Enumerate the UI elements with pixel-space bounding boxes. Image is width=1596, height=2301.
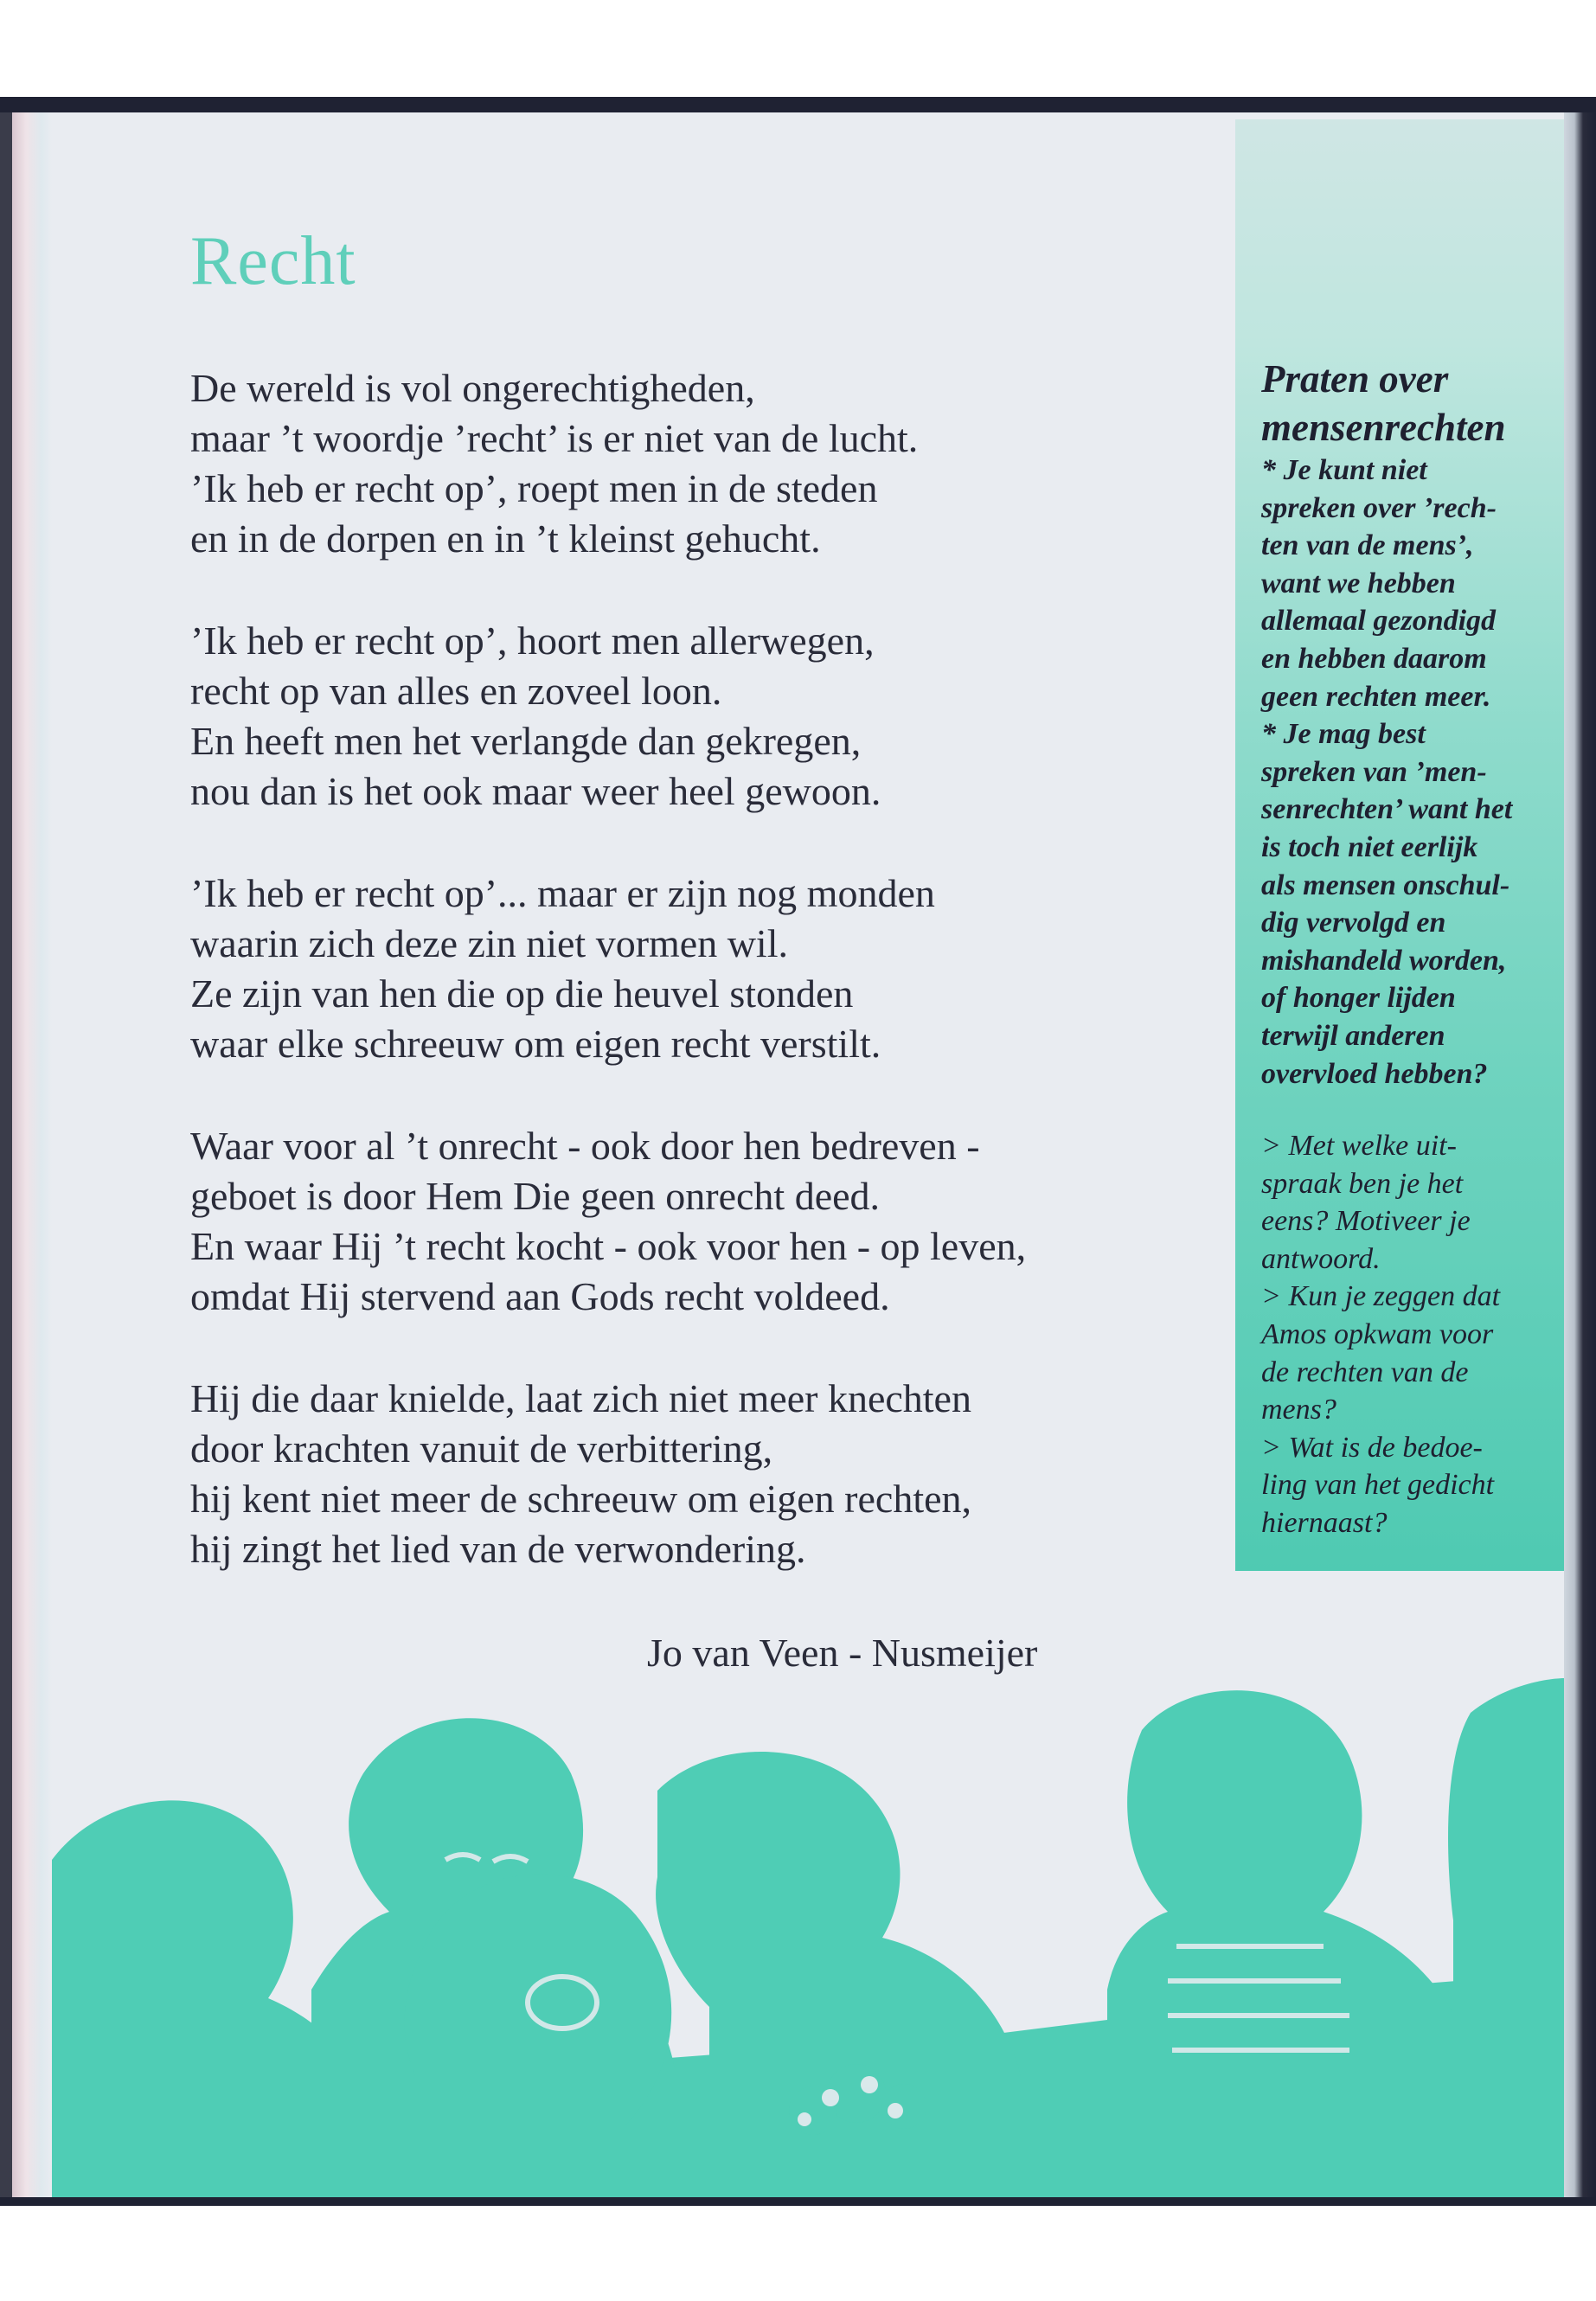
poem-line: hij zingt het lied van de verwondering. [190,1527,806,1571]
sidebar-spacer [1261,1093,1547,1127]
statement-line: terwijl anderen [1261,1019,1445,1052]
poem-line: Ze zijn van hen die op die heuvel stonden [190,971,854,1016]
statement-line: overvloed hebben? [1261,1057,1488,1090]
statement-line: want we hebben [1261,567,1456,599]
photo-person-center [656,1752,1021,2197]
sidebar-heading-line: mensenrechten [1261,406,1506,449]
poem-stanza-5 [190,1374,1211,1574]
poem-line: Waar voor al ’t onrecht - ook door hen bedreven - [190,1124,980,1168]
sidebar-heading-line: Praten over [1261,357,1449,401]
photo-flower-highlight [798,2112,811,2126]
sidebar-content [1261,355,1547,1542]
poem-line: ’Ik heb er recht op’... maar er zijn nog monden [190,871,935,915]
poem-stanza-4 [190,1121,1211,1322]
statement-line: ten van de mens’, [1261,529,1474,562]
statement-line: spreken over ’rech- [1261,491,1497,524]
statement-line: als mensen onschul- [1261,868,1510,901]
statement-line: mishandeld worden, [1261,944,1507,977]
poem-line: omdat Hij stervend aan Gods recht voldeed. [190,1274,890,1318]
statement-line: * Je mag best [1261,718,1426,751]
poem-line: ’Ik heb er recht op’, roept men in de steden [190,466,878,510]
sidebar-heading [1261,355,1547,452]
question-line: antwoord. [1261,1242,1381,1275]
question-line: eens? Motiveer je [1261,1205,1471,1238]
poem-line: en in de dorpen en in ’t kleinst gehucht. [190,516,821,561]
page-outer-edge [1564,112,1596,2206]
question-line: ling van het gedicht [1261,1469,1495,1502]
scan-margin-top [0,0,1596,97]
poem-stanza-1 [190,363,1211,564]
poem-line: En waar Hij ’t recht kocht - ook voor hen - op leven, [190,1224,1027,1268]
poem-line: door krachten vanuit de verbittering, [190,1426,773,1471]
statement-line: senrechten’ want het [1261,793,1513,826]
poem-line: nou dan is het ook maar weer heel gewoon. [190,769,881,813]
poem [190,363,1211,1626]
question-line: mens? [1261,1394,1336,1426]
photo-flower-highlight [888,2103,903,2118]
poem-line: Hij die daar knielde, laat zich niet meer knechten [190,1376,971,1420]
poem-stanza-2 [190,616,1211,817]
page-spine-edge [0,112,52,2206]
question-line: hiernaast? [1261,1507,1388,1540]
photo-person-far-right [1448,1678,1564,2197]
page-title: Recht [190,223,356,299]
statement-line: spreken van ’men- [1261,755,1487,788]
question-line: > Met welke uit- [1261,1130,1457,1163]
scan-margin-bottom [0,2206,1596,2301]
statement-line: dig vervolgd en [1261,907,1446,939]
poem-stanza-3 [190,868,1211,1069]
poem-line: recht op van alles en zoveel loon. [190,669,722,713]
question-line: de rechten van de [1261,1356,1469,1388]
poem-line: En heeft men het verlangde dan gekregen, [190,719,862,763]
photo-flower-highlight [861,2076,878,2093]
poem-line: waar elke schreeuw om eigen recht verstilt. [190,1022,881,1066]
poem-line: waarin zich deze zin niet vormen wil. [190,921,788,965]
poem-line: geboet is door Hem Die geen onrecht deed. [190,1174,881,1218]
statement-line: of honger lijden [1261,982,1456,1015]
statement-line: * Je kunt niet [1261,454,1427,486]
group-discussion-photo [52,1661,1564,2197]
sidebar-questions [1261,1127,1547,1542]
photo-flower-highlight [822,2089,839,2106]
sidebar-statements [1261,452,1547,1093]
statement-line: allemaal gezondigd [1261,605,1497,638]
poem-line: hij kent niet meer de schreeuw om eigen rechten, [190,1477,972,1521]
statement-line: en hebben daarom [1261,642,1487,675]
poem-line: maar ’t woordje ’recht’ is er niet van de lucht. [190,416,919,460]
discussion-sidebar [1235,119,1564,1571]
question-line: > Wat is de bedoe- [1261,1431,1483,1464]
poem-author: Jo van Veen - Nusmeijer [647,1631,1038,1675]
question-line: Amos opkwam voor [1261,1318,1494,1351]
photo-flower [881,2084,926,2129]
statement-line: geen rechten meer. [1261,680,1491,713]
statement-line: is toch niet eerlijk [1261,830,1478,863]
poem-line: ’Ik heb er recht op’, hoort men allerwegen, [190,619,875,663]
question-line: > Kun je zeggen dat [1261,1280,1501,1313]
poem-line: De wereld is vol ongerechtigheden, [190,366,755,410]
question-line: spraak ben je het [1261,1167,1464,1200]
